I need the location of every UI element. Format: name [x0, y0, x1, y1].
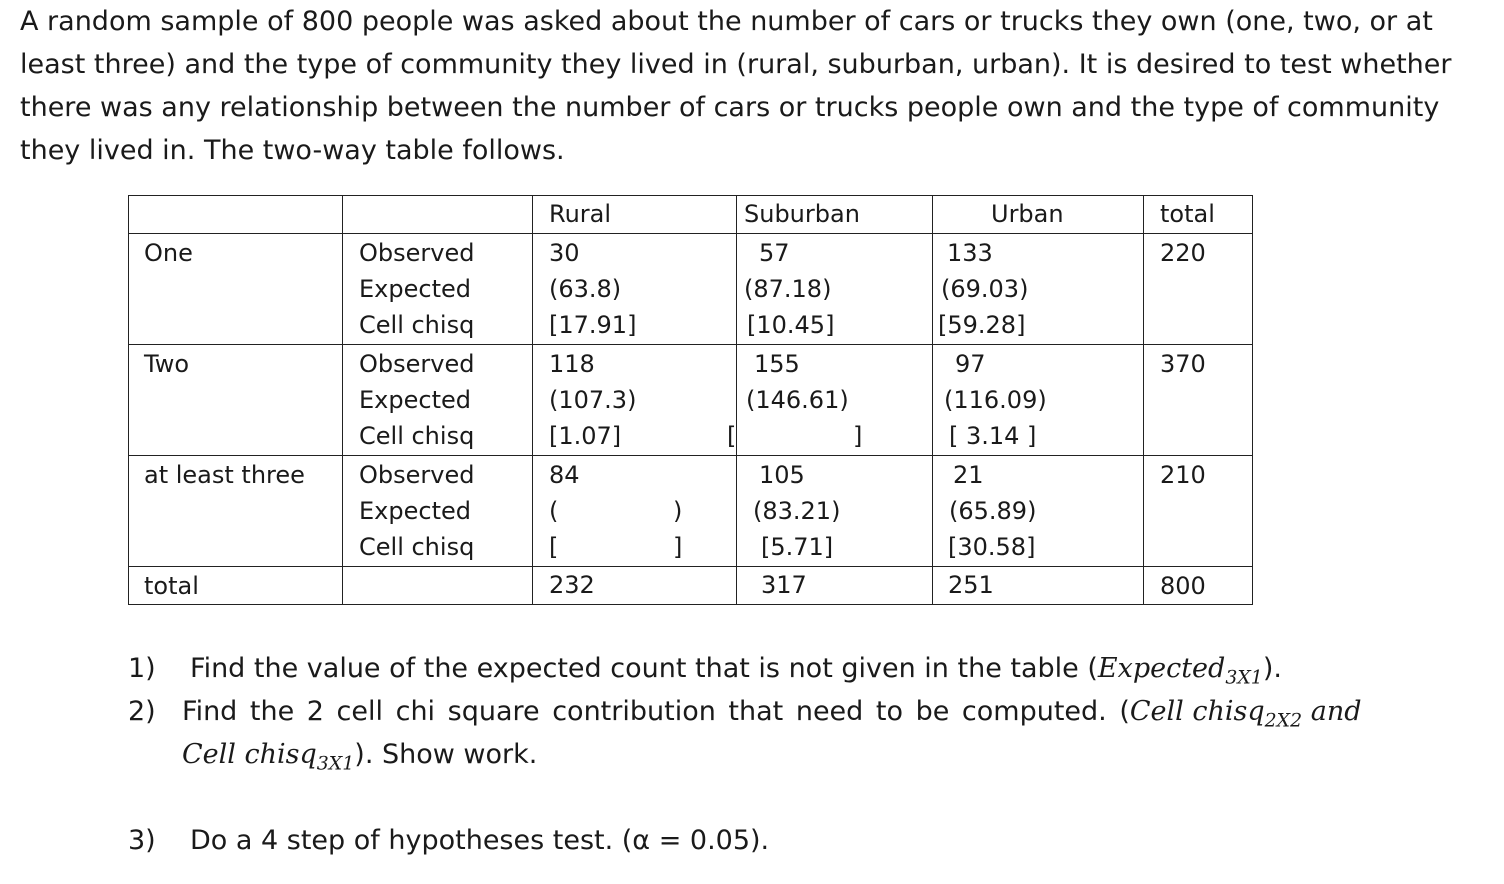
math-cell-chisq-3x1	[182, 739, 355, 775]
cell-one-rural	[533, 234, 737, 345]
column-total-value: 232	[549, 571, 595, 599]
intro-line: least three) and the type of community they lived in (rural, suburban, urban). It is desired to test whether	[20, 49, 1452, 80]
expected-value: (107.3)	[549, 386, 637, 414]
column-total-value: 317	[761, 571, 807, 599]
intro-line: they lived in. The two-way table follows.	[20, 135, 565, 166]
cell-chisq-label: Cell chisq	[359, 311, 475, 339]
expected-value: (65.89)	[949, 497, 1037, 525]
intro-paragraph	[20, 0, 1460, 172]
expected-label: Expected	[359, 497, 471, 525]
chisq-value: [17.91]	[549, 311, 637, 339]
intro-line: there was any relationship between the number of cars or trucks people own and the type of community	[20, 92, 1440, 123]
expected-blank-close-paren: )	[673, 497, 683, 525]
chisq-blank-close-bracket: ]	[673, 533, 683, 561]
header-cell-empty	[343, 196, 533, 234]
total-two	[1144, 345, 1253, 456]
column-total-value: 251	[948, 571, 994, 599]
observed-value: 118	[549, 350, 595, 378]
expected-label: Expected	[359, 275, 471, 303]
question-text-end: ). Show work.	[354, 739, 538, 770]
expected-label: Expected	[359, 386, 471, 414]
observed-value: 30	[549, 239, 580, 267]
observed-label: Observed	[359, 461, 475, 489]
table-header-row	[129, 196, 1253, 234]
chisq-blank-open-bracket: [	[727, 422, 737, 450]
cell-three-rural	[533, 456, 737, 567]
chisq-value: [10.45]	[747, 311, 835, 339]
header-rural-label: Rural	[549, 200, 612, 228]
totals-empty	[343, 567, 533, 605]
math-term: Expected	[1097, 653, 1226, 684]
two-way-table	[128, 195, 1253, 605]
cell-one-urban	[933, 234, 1144, 345]
total-one	[1144, 234, 1253, 345]
observed-value: 155	[754, 350, 800, 378]
math-cell-chisq-2x2	[1129, 696, 1362, 732]
cell-three-urban	[933, 456, 1144, 567]
grand-total-value: 800	[1160, 572, 1206, 600]
row-label-text: Two	[144, 350, 189, 378]
question-text: Do a 4 step of hypotheses test. (α = 0.05).	[190, 825, 770, 856]
expected-value: (87.18)	[744, 275, 832, 303]
expected-value: (116.09)	[944, 386, 1047, 414]
totals-label	[129, 567, 343, 605]
row-total-value: 220	[1160, 239, 1206, 267]
expected-blank-open-paren: (	[549, 497, 559, 525]
expected-value: (63.8)	[549, 275, 622, 303]
header-suburban	[737, 196, 933, 234]
cell-chisq-label: Cell chisq	[359, 533, 475, 561]
observed-value: 84	[549, 461, 580, 489]
expected-value: (146.61)	[746, 386, 849, 414]
table-row-three	[129, 456, 1253, 567]
row-label-text: at least three	[144, 461, 305, 489]
cell-one-suburban	[737, 234, 933, 345]
header-urban	[933, 196, 1144, 234]
chisq-value: [ 3.14 ]	[949, 422, 1037, 450]
observed-value: 57	[759, 239, 790, 267]
math-term: Cell chisq	[182, 739, 317, 770]
observed-value: 105	[759, 461, 805, 489]
total-suburban	[737, 567, 933, 605]
measure-labels	[343, 345, 533, 456]
observed-value: 21	[953, 461, 984, 489]
chisq-blank-open-bracket: [	[549, 533, 559, 561]
math-expected	[1097, 653, 1263, 689]
header-urban-label: Urban	[991, 200, 1064, 228]
expected-value: (83.21)	[753, 497, 841, 525]
measure-labels	[343, 234, 533, 345]
header-suburban-label: Suburban	[744, 200, 860, 228]
row-label-two	[129, 345, 343, 456]
math-term: Cell chisq	[1129, 696, 1265, 727]
header-cell-empty	[129, 196, 343, 234]
header-total-label: total	[1160, 200, 1215, 228]
total-urban	[933, 567, 1144, 605]
row-label-three	[129, 456, 343, 567]
question-number: 1)	[128, 653, 156, 684]
question-text: Find the value of the expected count that is not given in the table (	[190, 653, 1098, 684]
chisq-value: [1.07]	[549, 422, 622, 450]
total-rural	[533, 567, 737, 605]
cell-two-rural	[533, 345, 737, 456]
question-number: 3)	[128, 825, 156, 856]
cell-three-suburban	[737, 456, 933, 567]
chisq-value: [59.28]	[938, 311, 1026, 339]
grand-total	[1144, 567, 1253, 605]
question-2-continued	[182, 733, 537, 785]
observed-value: 97	[955, 350, 986, 378]
intro-line: A random sample of 800 people was asked about the number of cars or trucks they own (one, two, or at	[20, 6, 1433, 37]
measure-labels	[343, 456, 533, 567]
row-total-value: 210	[1160, 461, 1206, 489]
totals-label-text: total	[144, 572, 199, 600]
table-row-two	[129, 345, 1253, 456]
question-3	[128, 819, 769, 862]
total-three	[1144, 456, 1253, 567]
observed-label: Observed	[359, 239, 475, 267]
table-row-one	[129, 234, 1253, 345]
expected-value: (69.03)	[941, 275, 1029, 303]
cell-two-suburban	[727, 345, 933, 456]
row-total-value: 370	[1160, 350, 1206, 378]
observed-value: 133	[947, 239, 993, 267]
chisq-blank-close-bracket: ]	[853, 422, 863, 450]
math-subscript: 3X1	[316, 752, 355, 775]
header-rural	[533, 196, 737, 234]
question-text: Find the 2 cell chi square contribution that need to be computed. (	[182, 696, 1130, 727]
math-and: and	[1302, 696, 1362, 727]
chisq-value: [30.58]	[948, 533, 1036, 561]
row-label-text: One	[144, 239, 193, 267]
question-number: 2)	[128, 696, 156, 727]
header-total	[1144, 196, 1253, 234]
chisq-value: [5.71]	[761, 533, 834, 561]
row-label-one	[129, 234, 343, 345]
observed-label: Observed	[359, 350, 475, 378]
math-subscript: 2X2	[1264, 709, 1303, 732]
cell-chisq-label: Cell chisq	[359, 422, 475, 450]
cell-two-urban	[933, 345, 1144, 456]
math-subscript: 3X1	[1225, 666, 1263, 689]
question-text-end: ).	[1262, 653, 1282, 684]
table-totals-row	[129, 567, 1253, 605]
